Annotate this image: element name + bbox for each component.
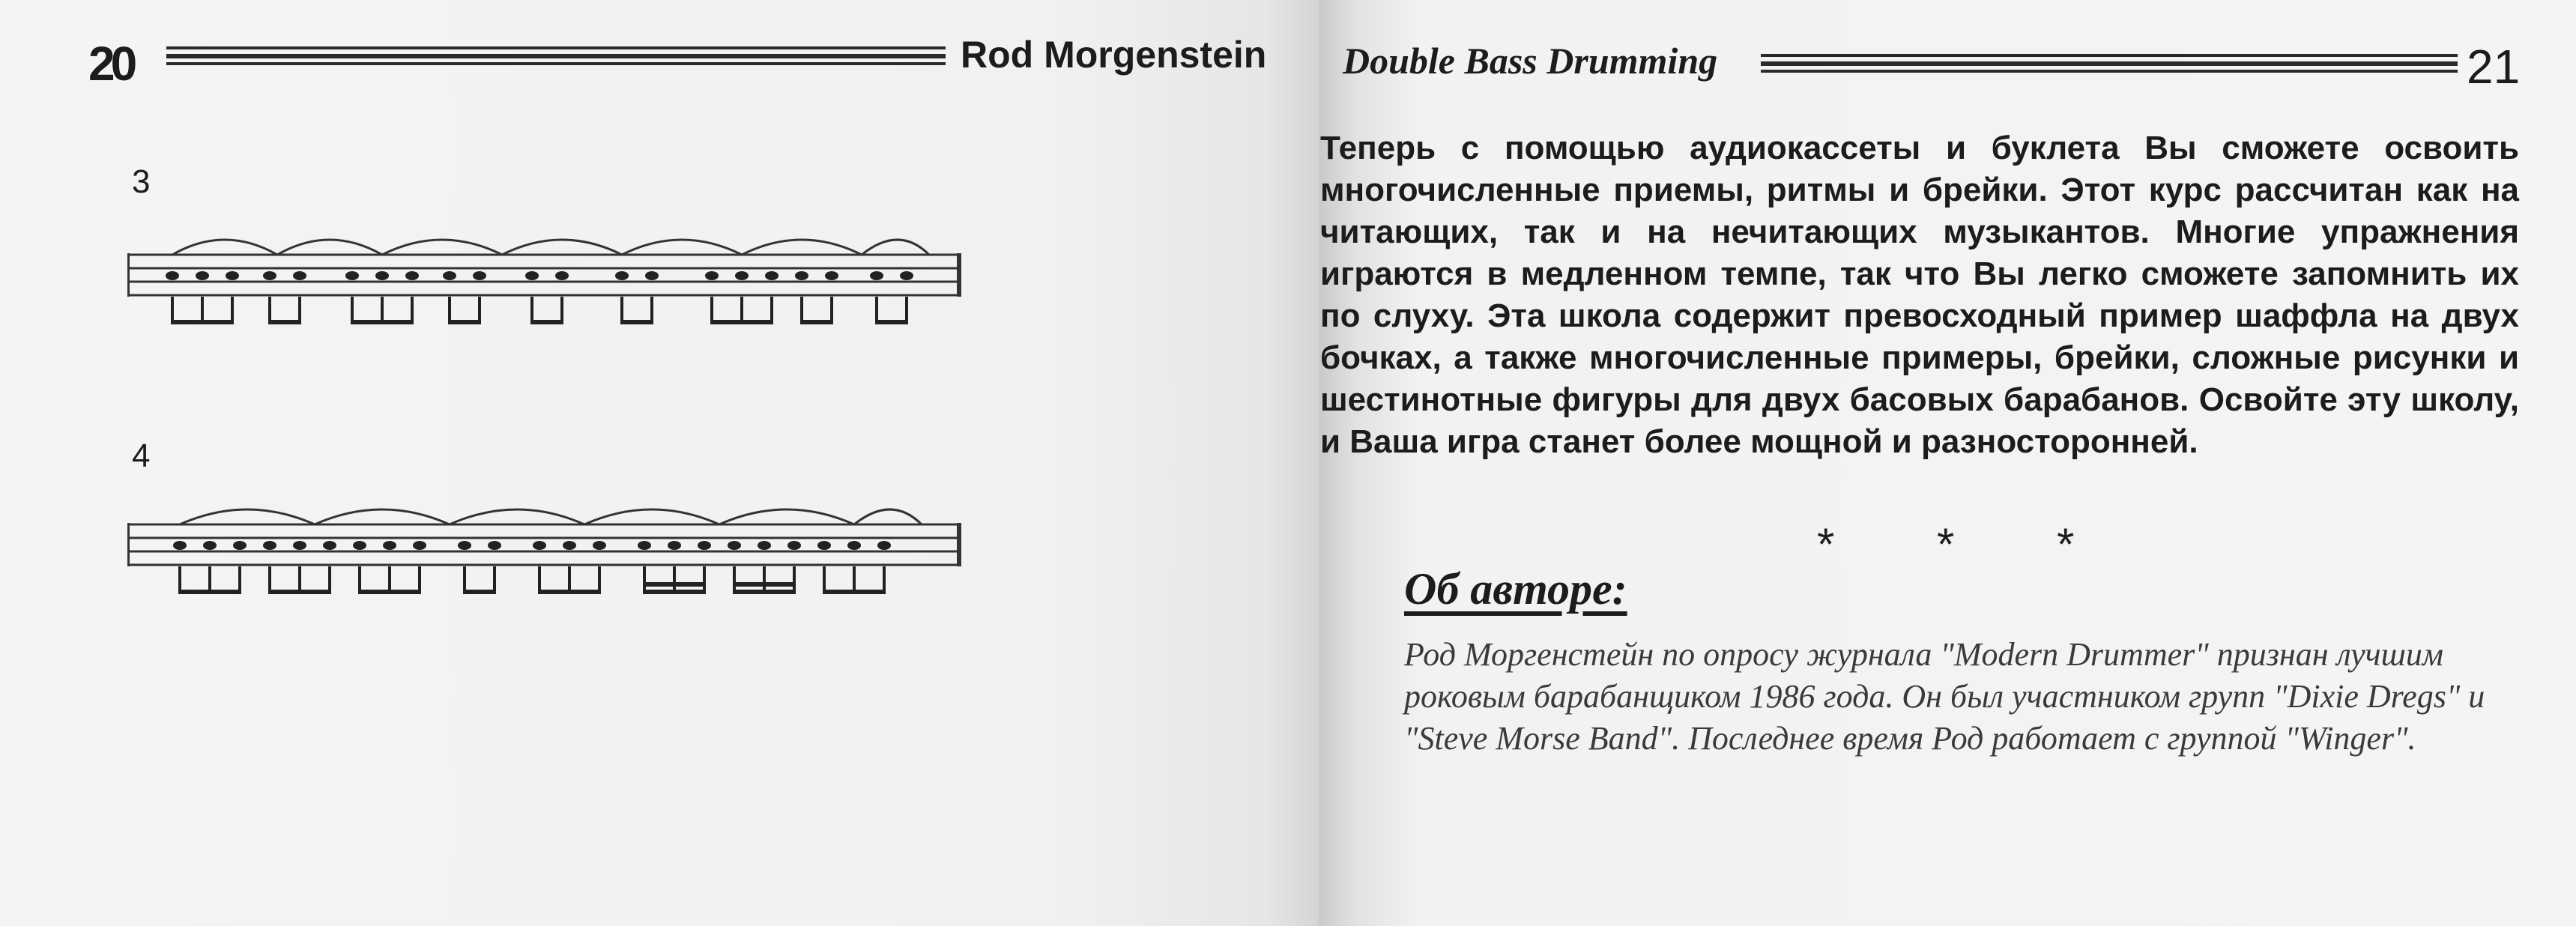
page-number-left: 20 [88,37,133,91]
drum-notation-staff-4 [127,494,967,607]
header-rule-left [166,46,946,66]
section-separator: * * * [1817,519,2120,569]
header-rule-right [1761,54,2458,73]
exercise-number: 3 [132,163,151,200]
about-author-heading: Об авторе: [1404,564,1627,614]
series-header: Double Bass Drumming [1343,40,1718,82]
drum-notation-staff-3 [127,225,967,337]
author-header: Rod Morgenstein [961,34,1267,76]
intro-paragraph: Теперь с помощью аудиокассеты и буклета Вы сможете освоить многочисленные приемы, ритмы и брейки. Этот курс рассчитан как на читающих, так и на нечитающих музыкантов. Многие упражнения играются в медленном темпе, так что Вы легко сможете запомнить их по слуху. Эта школа содержит превосходный пример шаффла на двух бочках, а также многочисленные примеры, брейки, сложные рисунки и шестинотные фигуры для двух басовых барабанов. Освойте эту школу, и Ваша игра станет более мощной и разносторонней. [1320,130,2519,460]
exercise-number: 4 [132,438,151,474]
about-author-text: Род Моргенстейн по опросу журнала "Modern Drummer" признан лучшим роковым барабанщиком 1986 года. Он был участником групп "Dixie Dregs" и "Steve Morse Band". Последнее время Род работает с группой "Winger". [1404,636,2485,757]
page-number-right: 21 [2467,40,2521,94]
